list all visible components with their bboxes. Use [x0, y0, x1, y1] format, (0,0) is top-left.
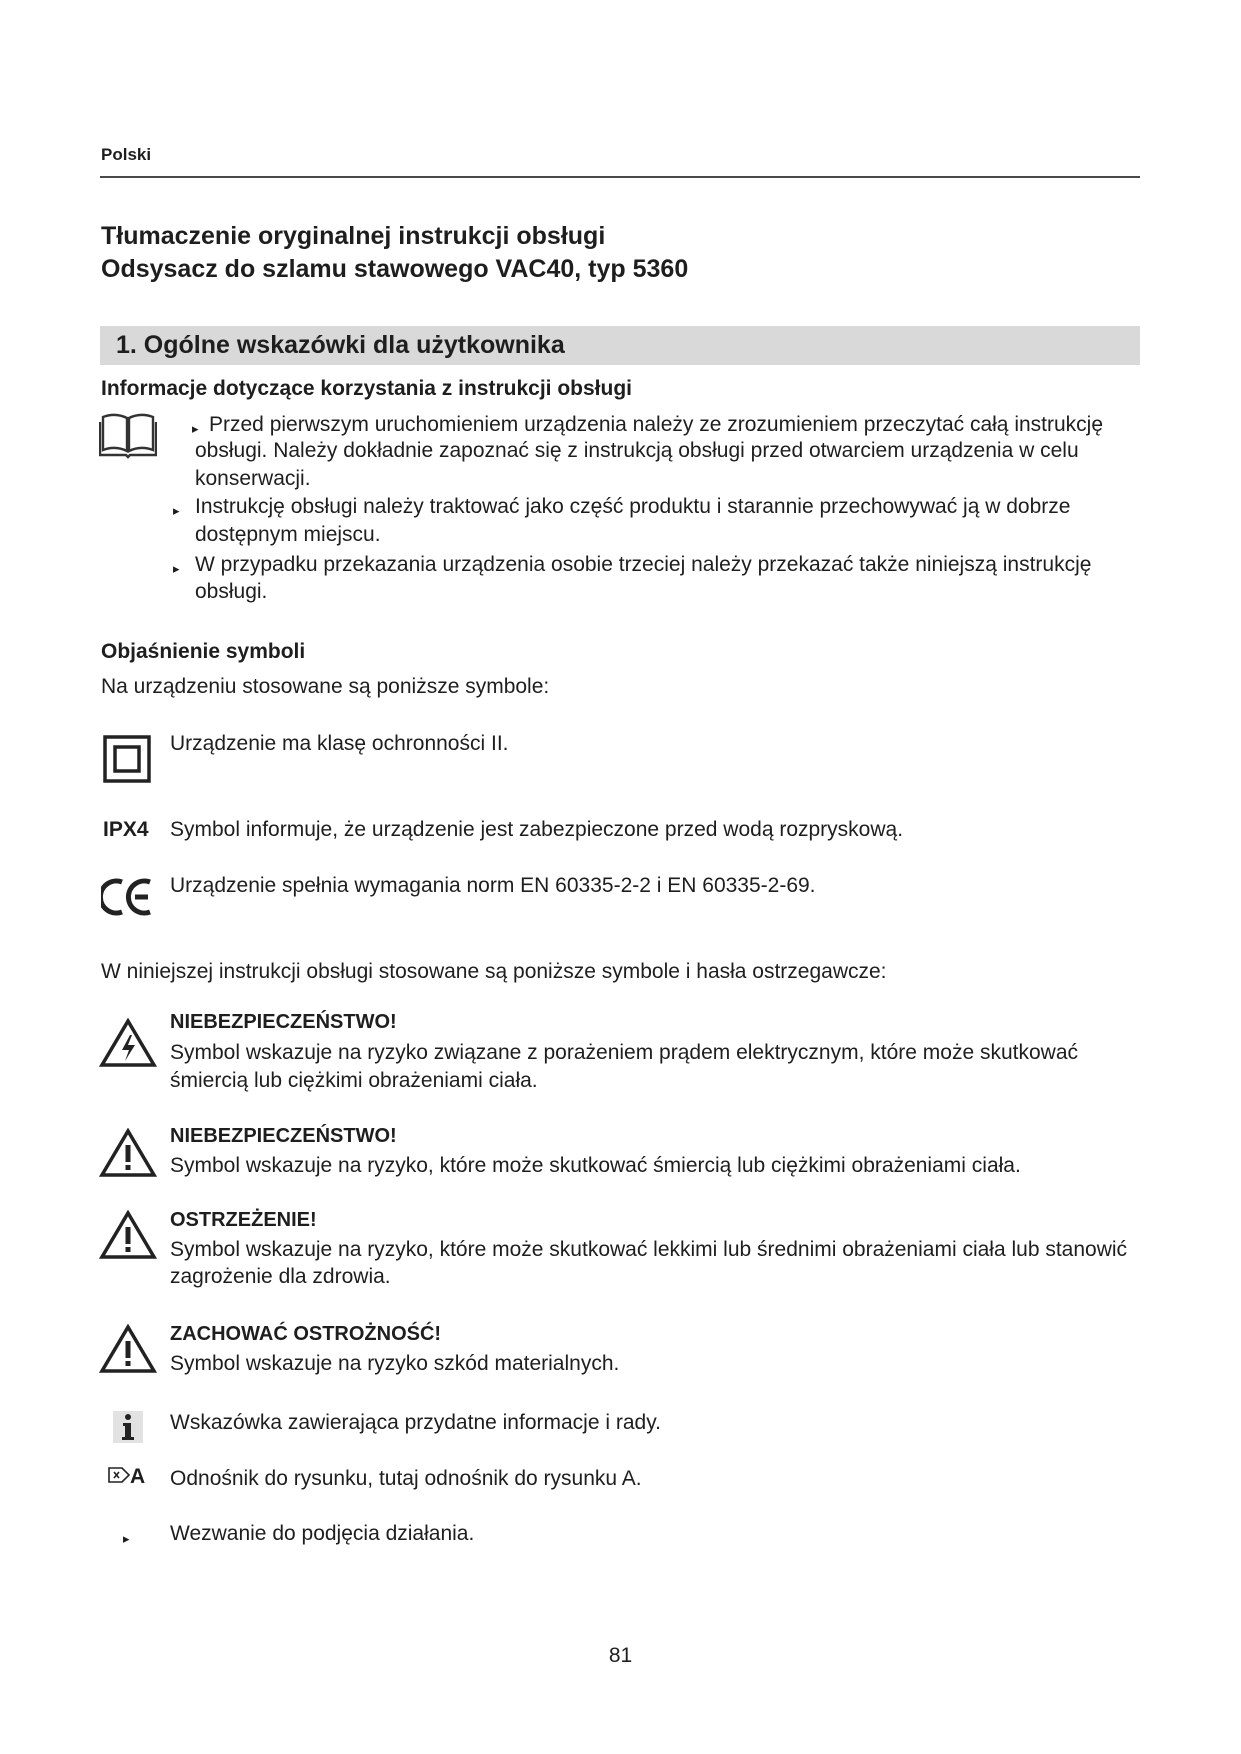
action-text: Wezwanie do podjęcia działania. — [170, 1522, 475, 1545]
warning-title: NIEBEZPIECZEŃSTWO! — [170, 1011, 397, 1033]
bullet-marker: ▸ — [192, 421, 199, 436]
warning-icon — [99, 1210, 157, 1260]
read-manual-icon — [99, 413, 157, 459]
danger-icon — [99, 1128, 157, 1178]
info-text: Wskazówka zawierająca przydatne informacje i rady. — [170, 1411, 661, 1434]
title-line-2: Odsysacz do szlamu stawowego VAC40, typ 5360 — [101, 255, 689, 283]
bullet-2-line-2: dostępnym miejscu. — [195, 523, 381, 546]
bullet-1-line-1: Przed pierwszym uruchomieniem urządzenia należy ze zrozumieniem przeczytać całą instrukcję — [209, 413, 1104, 436]
figure-reference-label: A — [130, 1465, 146, 1488]
section-heading: 1. Ogólne wskazówki dla użytkownika — [116, 331, 565, 359]
header-rule — [100, 176, 1140, 178]
bullet-marker: ▸ — [173, 503, 180, 518]
ipx4-label: IPX4 — [103, 818, 149, 841]
ce-text: Urządzenie spełnia wymagania norm EN 60335-2-2 i EN 60335-2-69. — [170, 874, 816, 897]
protection-class-ii-icon — [103, 735, 151, 783]
symbols-heading: Objaśnienie symboli — [101, 640, 306, 663]
ipx4-text: Symbol informuje, że urządzenie jest zabezpieczone przed wodą rozpryskową. — [170, 818, 904, 841]
document-title — [101, 220, 688, 286]
bullet-1-line-2: obsługi. Należy dokładnie zapoznać się z instrukcją obsługi przed otwarciem urządzenia w celu — [195, 439, 1079, 462]
symbols-intro: Na urządzeniu stosowane są poniższe symbole: — [101, 675, 550, 698]
electric-hazard-icon — [99, 1018, 157, 1068]
language-label: Polski — [101, 145, 152, 164]
action-marker: ▸ — [123, 1531, 130, 1546]
warning-text-line: śmiercią lub ciężkimi obrażeniami ciała. — [170, 1069, 538, 1092]
bullet-2-line-1: Instrukcję obsługi należy traktować jako część produktu i starannie przechowywać ją w dobrze — [195, 495, 1071, 518]
warning-title: ZACHOWAĆ OSTROŻNOŚĆ! — [170, 1323, 442, 1345]
info-icon — [113, 1411, 143, 1443]
warning-title: NIEBEZPIECZEŃSTWO! — [170, 1125, 397, 1147]
bullet-3-line-2: obsługi. — [195, 580, 268, 603]
page-number: 81 — [608, 1644, 633, 1667]
manual-symbols-intro: W niniejszej instrukcji obsługi stosowane są poniższe symbole i hasła ostrzegawcze: — [101, 960, 887, 983]
bullet-3-line-1: W przypadku przekazania urządzenia osobie trzeciej należy przekazać także niniejszą instrukcję — [195, 553, 1092, 576]
title-line-1: Tłumaczenie oryginalnej instrukcji obsługi — [101, 222, 606, 250]
figure-reference-icon — [108, 1467, 130, 1483]
warning-text-line: Symbol wskazuje na ryzyko, które może skutkować śmiercią lub ciężkimi obrażeniami ciała. — [170, 1154, 1021, 1177]
manual-info-heading: Informacje dotyczące korzystania z instrukcji obsługi — [101, 377, 632, 400]
warning-title: OSTRZEŻENIE! — [170, 1209, 317, 1231]
bullet-marker: ▸ — [173, 561, 180, 576]
warning-text-line: Symbol wskazuje na ryzyko, które może skutkować lekkimi lub średnimi obrażeniami ciała lub stanowić — [170, 1238, 1128, 1261]
ce-mark-icon — [101, 877, 155, 917]
protection-class-text: Urządzenie ma klasę ochronności II. — [170, 732, 509, 755]
bullet-1-line-3: konserwacji. — [195, 467, 311, 490]
figure-reference-text: Odnośnik do rysunku, tutaj odnośnik do rysunku A. — [170, 1467, 642, 1490]
warning-text-line: zagrożenie dla zdrowia. — [170, 1265, 391, 1288]
warning-text-line: Symbol wskazuje na ryzyko szkód materialnych. — [170, 1352, 620, 1375]
caution-icon — [99, 1324, 157, 1374]
warning-text-line: Symbol wskazuje na ryzyko związane z porażeniem prądem elektrycznym, które może skutkować — [170, 1041, 1079, 1064]
